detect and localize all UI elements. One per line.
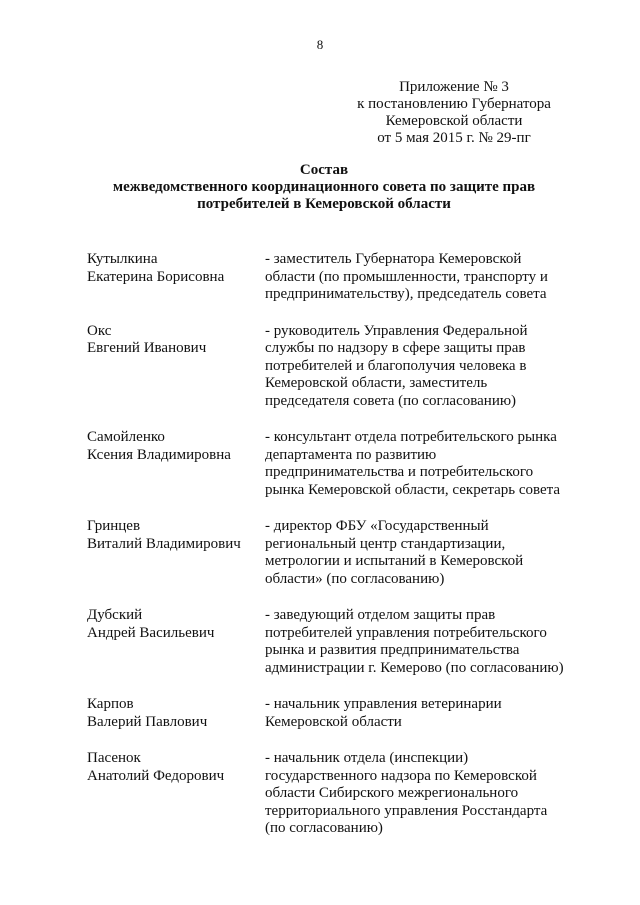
member-role bbox=[265, 607, 567, 677]
page-number: 8 bbox=[316, 37, 324, 52]
member-role bbox=[265, 518, 567, 588]
member-role-line: области (по промышленности, транспорту и bbox=[265, 268, 548, 285]
council-member bbox=[87, 251, 567, 304]
member-role-line: председателя совета (по согласованию) bbox=[265, 392, 517, 409]
member-given-names: Валерий Павлович bbox=[87, 713, 208, 730]
member-given-names: Анатолий Федорович bbox=[87, 767, 225, 784]
member-role-line: администрации г. Кемерово (по согласованию) bbox=[265, 659, 564, 676]
member-role-line: департамента по развитию bbox=[265, 446, 437, 463]
member-role-line: региональный центр стандартизации, bbox=[265, 535, 506, 552]
appendix-header bbox=[344, 79, 564, 147]
member-role-line: области» (по согласованию) bbox=[265, 570, 445, 587]
member-role bbox=[265, 750, 567, 838]
member-given-names: Ксения Владимировна bbox=[87, 446, 231, 463]
member-role bbox=[265, 429, 567, 499]
member-role-line: рынка Кемеровской области, секретарь совета bbox=[265, 481, 561, 498]
member-surname: Карпов bbox=[87, 696, 134, 712]
member-surname: Дубский bbox=[87, 607, 143, 623]
title-line: межведомственного координационного совета по защите прав bbox=[112, 179, 536, 195]
member-role-line: Кемеровской области, заместитель bbox=[265, 375, 488, 391]
member-surname: Окс bbox=[87, 322, 112, 339]
member-name bbox=[87, 696, 265, 731]
council-member bbox=[87, 429, 567, 499]
council-member bbox=[87, 323, 567, 411]
member-name bbox=[87, 323, 265, 411]
member-role-line: Кемеровской области bbox=[265, 713, 402, 730]
member-surname: Кутылкина bbox=[87, 251, 158, 267]
member-role-line: территориального управления Росстандарта bbox=[265, 802, 548, 819]
appendix-line: Кемеровской области bbox=[385, 113, 523, 129]
member-name bbox=[87, 750, 265, 838]
member-role-line: - заведующий отделом защиты прав bbox=[265, 607, 496, 623]
member-surname: Пасенок bbox=[87, 750, 141, 766]
member-role-line: потребителей управления потребительского bbox=[265, 624, 547, 641]
member-given-names: Виталий Владимирович bbox=[87, 535, 241, 552]
member-name bbox=[87, 251, 265, 304]
council-member bbox=[87, 696, 567, 731]
appendix-line: к постановлению Губернатора bbox=[357, 96, 551, 112]
member-role-line: (по согласованию) bbox=[265, 820, 383, 836]
member-role-line: потребителей и благополучия человека в bbox=[265, 357, 527, 374]
member-role bbox=[265, 323, 567, 411]
title-line: Состав bbox=[299, 162, 349, 178]
member-role-line: - заместитель Губернатора Кемеровской bbox=[265, 251, 522, 267]
member-role-line: предпринимательству), председатель совета bbox=[265, 286, 547, 302]
member-role-line: - директор ФБУ «Государственный bbox=[265, 518, 489, 534]
member-role-line: - начальник отдела (инспекции) bbox=[265, 750, 469, 766]
member-role-line: области Сибирского межрегионального bbox=[265, 785, 519, 801]
member-role-line: - руководитель Управления Федеральной bbox=[265, 322, 528, 339]
member-role-line: рынка и развития предпринимательства bbox=[265, 642, 520, 658]
council-members-list bbox=[87, 251, 567, 857]
member-given-names: Евгений Иванович bbox=[87, 340, 207, 356]
council-member bbox=[87, 518, 567, 588]
title-line: потребителей в Кемеровской области bbox=[197, 196, 451, 212]
member-name bbox=[87, 607, 265, 677]
appendix-line: от 5 мая 2015 г. № 29-пг bbox=[377, 130, 531, 146]
member-role-line: службы по надзору в сфере защиты прав bbox=[265, 340, 526, 356]
member-surname: Самойленко bbox=[87, 429, 165, 445]
member-name bbox=[87, 429, 265, 499]
council-member bbox=[87, 607, 567, 677]
member-name bbox=[87, 518, 265, 588]
appendix-line: Приложение № 3 bbox=[399, 79, 509, 95]
council-member bbox=[87, 750, 567, 838]
member-role-line: предпринимательства и потребительского bbox=[265, 464, 534, 480]
member-role-line: - консультант отдела потребительского рынка bbox=[265, 429, 557, 445]
member-role-line: метрологии и испытаний в Кемеровской bbox=[265, 553, 524, 569]
member-role-line: - начальник управления ветеринарии bbox=[265, 696, 502, 712]
member-role bbox=[265, 696, 567, 731]
document-title bbox=[80, 162, 568, 213]
member-given-names: Андрей Васильевич bbox=[87, 624, 215, 641]
member-surname: Гринцев bbox=[87, 518, 141, 534]
member-role bbox=[265, 251, 567, 304]
member-given-names: Екатерина Борисовна bbox=[87, 268, 225, 285]
member-role-line: государственного надзора по Кемеровской bbox=[265, 767, 537, 784]
